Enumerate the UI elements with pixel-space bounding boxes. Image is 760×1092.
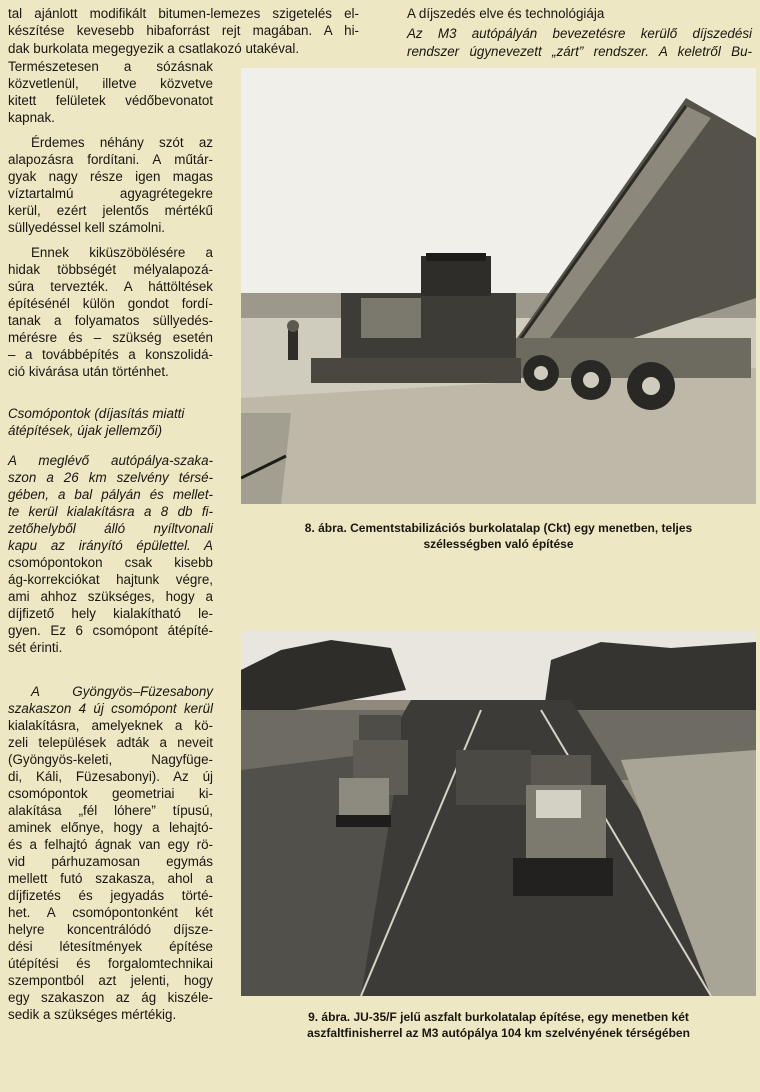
body-text-line: és a felhajtó ágnak van egy rö- — [8, 837, 213, 852]
body-text-line: te kerül kialakításra a 8 db fi- — [8, 504, 213, 519]
body-text-line: – a továbbépítés a konszolidá- — [8, 347, 213, 362]
body-text-line: szakaszon 4 új csomópont kerül — [8, 701, 213, 716]
body-text-line: egy szakaszon az ág kiszéle- — [8, 990, 213, 1005]
body-text-line: szempontból azt jelenti, hogy — [8, 973, 213, 988]
body-text-line: kapu az irányító épülettel. A — [8, 538, 213, 553]
body-text-line: csomópontokon csak kisebb — [8, 555, 213, 570]
body-text-line: zeli települések adták a neveit — [8, 735, 213, 750]
body-text-line: hidak többségét mélyalapozá- — [8, 262, 213, 277]
body-text-line: rendszer úgynevezett „zárt” rendszer. A keletről Bu- — [407, 44, 752, 59]
body-text-line: díjfizető hely kialakítható le- — [8, 606, 213, 621]
body-text-line: kitett felületek védőbevonatot — [8, 93, 213, 108]
section-heading: A díjszedés elve és technológiája — [407, 6, 605, 21]
figure-9-caption: aszfaltfinisherrel az M3 autópálya 104 km szelvényének térségében — [307, 1026, 690, 1040]
body-text-line: alakítása „fél lóhere” típusú, — [8, 803, 213, 818]
body-text-line: A Gyöngyös–Füzesabony — [31, 684, 213, 699]
body-text-line: A meglévő autópálya-szaka- — [8, 453, 213, 468]
figure-8-photo — [241, 68, 756, 504]
body-text-line: tanak a folyamatos süllyedés- — [8, 313, 213, 328]
body-text-line: ág-korrekciókat hajtunk végre, — [8, 572, 213, 587]
body-text-line: helyre koncentrálódó díjsze- — [8, 922, 213, 937]
body-text-line: dési létesítmények építése — [8, 939, 213, 954]
body-text-line: díjfizetés és jegyadás törté- — [8, 888, 213, 903]
figure-8-caption: szélességben való építése — [423, 537, 574, 551]
asphalt-finishers-illustration — [241, 630, 756, 996]
body-text-line: (Gyöngyös-keleti, Nagyfüge- — [8, 752, 213, 767]
subheading: Csomópontok (díjasítás miatti — [8, 406, 185, 421]
body-text-line: gyen. Ez 6 csomópont átépíté- — [8, 623, 213, 638]
body-text-line: Érdemes néhány szót az — [31, 135, 213, 150]
body-text-line: süllyedéssel kell számolni. — [8, 220, 166, 235]
figure-8-caption: 8. ábra. Cementstabilizációs burkolatalap (Ckt) egy menetben, teljes — [304, 521, 693, 535]
body-text-line: sedik a szükséges mértékig. — [8, 1007, 177, 1022]
body-text-line: vid párhuzamosan egymás — [8, 854, 213, 869]
body-text-line: útépítési és forgalomtechnikai — [8, 956, 213, 971]
figure-9-caption: 9. ábra. JU-35/F jelű aszfalt burkolatalap építése, egy menetben két — [308, 1010, 689, 1024]
figure-9-photo — [241, 630, 756, 996]
subheading: átépítések, újak jellemzői) — [8, 423, 163, 438]
body-text-line: súra tervezték. A háttöltések — [8, 279, 213, 294]
body-text-line: het. A csomópontonként két — [8, 905, 213, 920]
body-text-line: Természetesen a sózásnak — [8, 59, 213, 74]
paving-machine-truck-illustration — [241, 68, 756, 504]
body-text-line: mérésre és – szükség esetén — [8, 330, 213, 345]
body-text-line: közvetlenül, illetve közvetve — [8, 76, 213, 91]
body-text-line: kialakításra, amelyeknek a kö- — [8, 718, 213, 733]
body-text-line: aminek előnye, hogy a lehajtó- — [8, 820, 213, 835]
body-text-line: szon a 26 km szelvény térsé- — [8, 470, 213, 485]
body-text-line: csomópontok geometriai ki- — [8, 786, 213, 801]
body-text-line: kapnak. — [8, 110, 55, 125]
body-text-line: tal ajánlott modifikált bitumen-lemezes szigetelés el- — [8, 6, 359, 21]
body-text-line: ció kivárása után történhet. — [8, 364, 169, 379]
body-text-line: mellett futó szakasza, ahol a — [8, 871, 213, 886]
body-text-line: gében, a bal pályán és mellet- — [8, 487, 213, 502]
body-text-line: alapozásra fordítani. A műtár- — [8, 152, 213, 167]
body-text-line: kerül, ezért jelentős mértékű — [8, 203, 213, 218]
body-text-line: Ennek kiküszöbölésére a — [31, 245, 213, 260]
body-text-line: di, Káli, Füzesabonyi). Az új — [8, 769, 213, 784]
body-text-line: sét érinti. — [8, 640, 63, 655]
body-text-line: víztartalmú agyagrétegekre — [8, 186, 213, 201]
body-text-line: zetőhelyből álló nyíltvonali — [8, 521, 213, 536]
body-text-line: dak burkolata megegyezik a csatlakozó utakéval. — [8, 41, 300, 56]
body-text-line: ami ahhoz szükséges, hogy a — [8, 589, 213, 604]
body-text-line: Az M3 autópályán bevezetésre kerülő díjszedési — [407, 26, 752, 41]
body-text-line: építésénél külön gondot fordí- — [8, 296, 213, 311]
body-text-line: készítése kevesebb hibaforrást rejt magában. A hi- — [8, 23, 359, 38]
body-text-line: gyak nagy része igen magas — [8, 169, 213, 184]
